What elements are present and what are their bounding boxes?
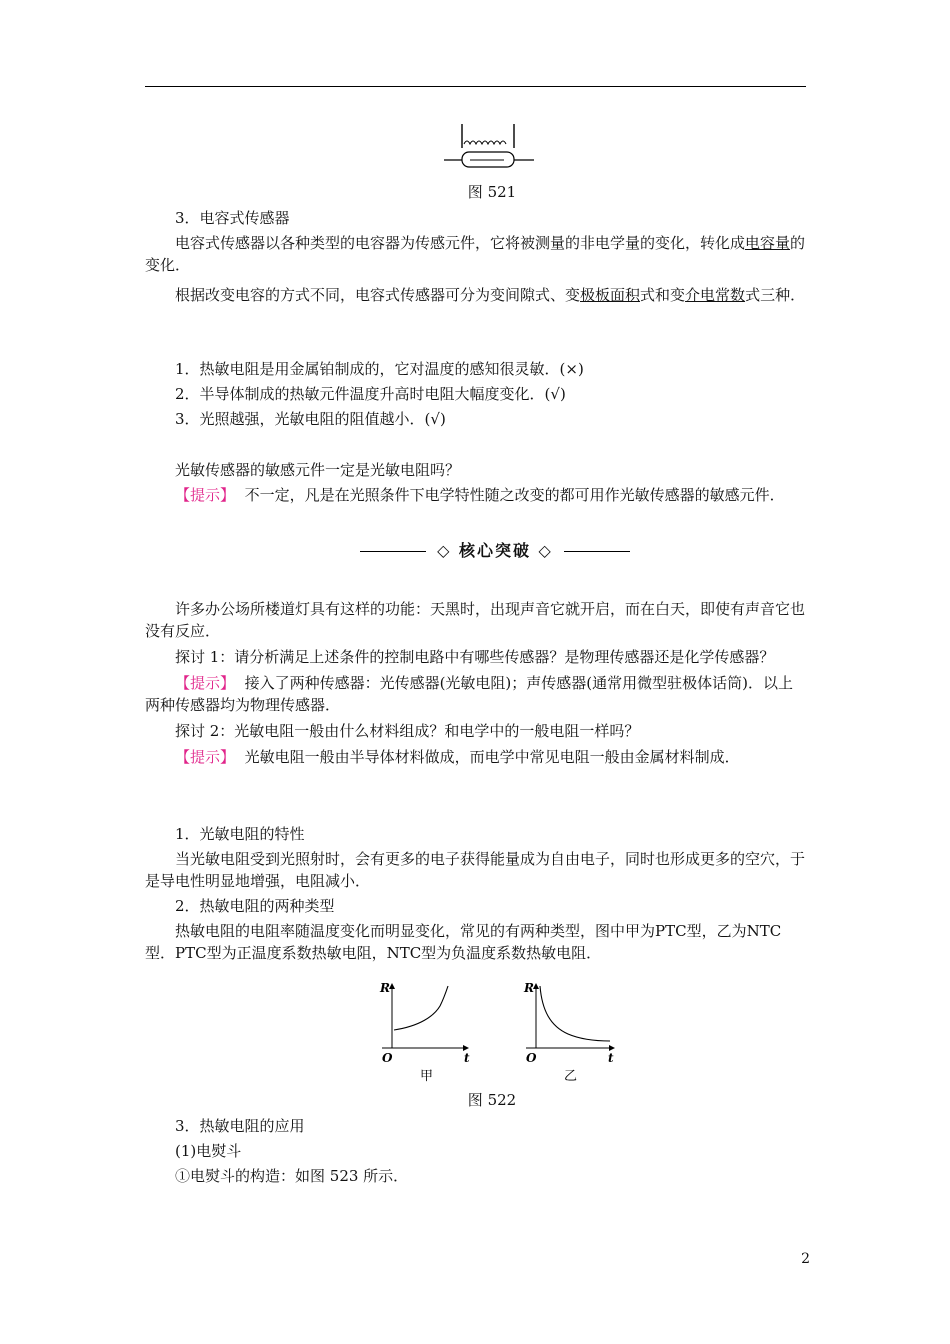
paragraph: 电容式传感器以各种类型的电容器为传感元件，它将被测量的非电学量的变化，转化成电容量的变化． — [145, 234, 806, 274]
paragraph: 热敏电阻的电阻率随温度变化而明显变化，常见的有两种类型，图中甲为PTC型，乙为NTC型．PTC型为正温度系数热敏电阻，NTC型为负温度系数热敏电阻． — [145, 922, 782, 962]
ptc-curve — [394, 986, 448, 1030]
key-points — [145, 823, 807, 964]
paragraph: 许多办公场所楼道灯具有这样的功能：天黑时，出现声音它就开启，而在白天，即使有声音它也没有反应． — [145, 600, 806, 640]
y-axis-label: R — [524, 981, 534, 995]
graph-right-label: 乙 — [564, 1069, 578, 1084]
point-heading: 2．热敏电阻的两种类型 — [175, 897, 335, 915]
paragraph: 当光敏电阻受到光照射时，会有更多的电子获得能量成为自由电子，同时也形成更多的空穴，于是导电性明显地增强，电阻减小． — [145, 850, 806, 890]
page-number: 2 — [801, 1251, 810, 1267]
list-item: 2．半导体制成的热敏元件温度升高时电阻大幅度变化．(√) — [175, 385, 566, 403]
core-discussion — [145, 598, 807, 768]
applications-section — [145, 1115, 807, 1187]
list-item: 1．热敏电阻是用金属铂制成的，它对温度的感知很灵敏．(×) — [175, 360, 584, 378]
point-heading: 3．热敏电阻的应用 — [175, 1117, 305, 1135]
divider — [564, 551, 630, 552]
figure-522-graphs — [370, 980, 630, 1085]
figure-522-caption: 图 522 — [467, 1091, 517, 1109]
tip-label: 【提示】 — [175, 486, 236, 504]
answer-text: 【提示】 光敏电阻一般由半导体材料做成，而电学中常见电阻一般由金属材料制成． — [175, 748, 740, 766]
capacitive-sensor-section — [145, 207, 807, 306]
thinking-question — [145, 459, 807, 506]
x-axis-label: t — [608, 1051, 614, 1065]
question-text: 探讨 2：光敏电阻一般由什么材料组成？和电学中的一般电阻一样吗？ — [175, 722, 640, 740]
question-text: 光敏传感器的敏感元件一定是光敏电阻吗？ — [175, 461, 461, 479]
tip-label: 【提示】 — [175, 674, 236, 692]
figure-521-caption: 图 521 — [467, 183, 517, 201]
y-axis-label: R — [380, 981, 390, 995]
judgment-list — [145, 358, 807, 430]
figure-521-diagram — [440, 120, 540, 172]
paragraph: 根据改变电容的方式不同，电容式传感器可分为变间隙式、变极板面积式和变介电常数式三种． — [175, 286, 806, 304]
section-heading: 3．电容式传感器 — [175, 209, 290, 227]
list-item: 3．光照越强，光敏电阻的阻值越小．(√) — [175, 410, 446, 428]
question-text: 探讨 1：请分析满足上述条件的控制电路中有哪些传感器？是物理传感器还是化学传感器？ — [175, 648, 775, 666]
origin-label: O — [526, 1051, 537, 1065]
x-axis-label: t — [464, 1051, 470, 1065]
ntc-curve — [540, 986, 610, 1041]
answer-text: 【提示】 不一定，凡是在光照条件下电学特性随之改变的都可用作光敏传感器的敏感元件． — [175, 486, 785, 504]
sub-heading: (1)电熨斗 — [175, 1142, 242, 1160]
tip-label: 【提示】 — [175, 748, 236, 766]
divider — [360, 551, 426, 552]
answer-text: 【提示】 接入了两种传感器：光传感器(光敏电阻)；声传感器(通常用微型驻极体话筒)．以上两种传感器均为物理传感器． — [145, 674, 793, 714]
graph-left-label: 甲 — [420, 1069, 434, 1084]
list-item: ①电熨斗的构造：如图 523 所示． — [175, 1167, 409, 1185]
section-title: ◇ 核心突破 ◇ — [437, 541, 553, 560]
origin-label: O — [382, 1051, 393, 1065]
point-heading: 1．光敏电阻的特性 — [175, 825, 305, 843]
section-header-core — [360, 540, 630, 564]
header-rule — [145, 86, 806, 87]
